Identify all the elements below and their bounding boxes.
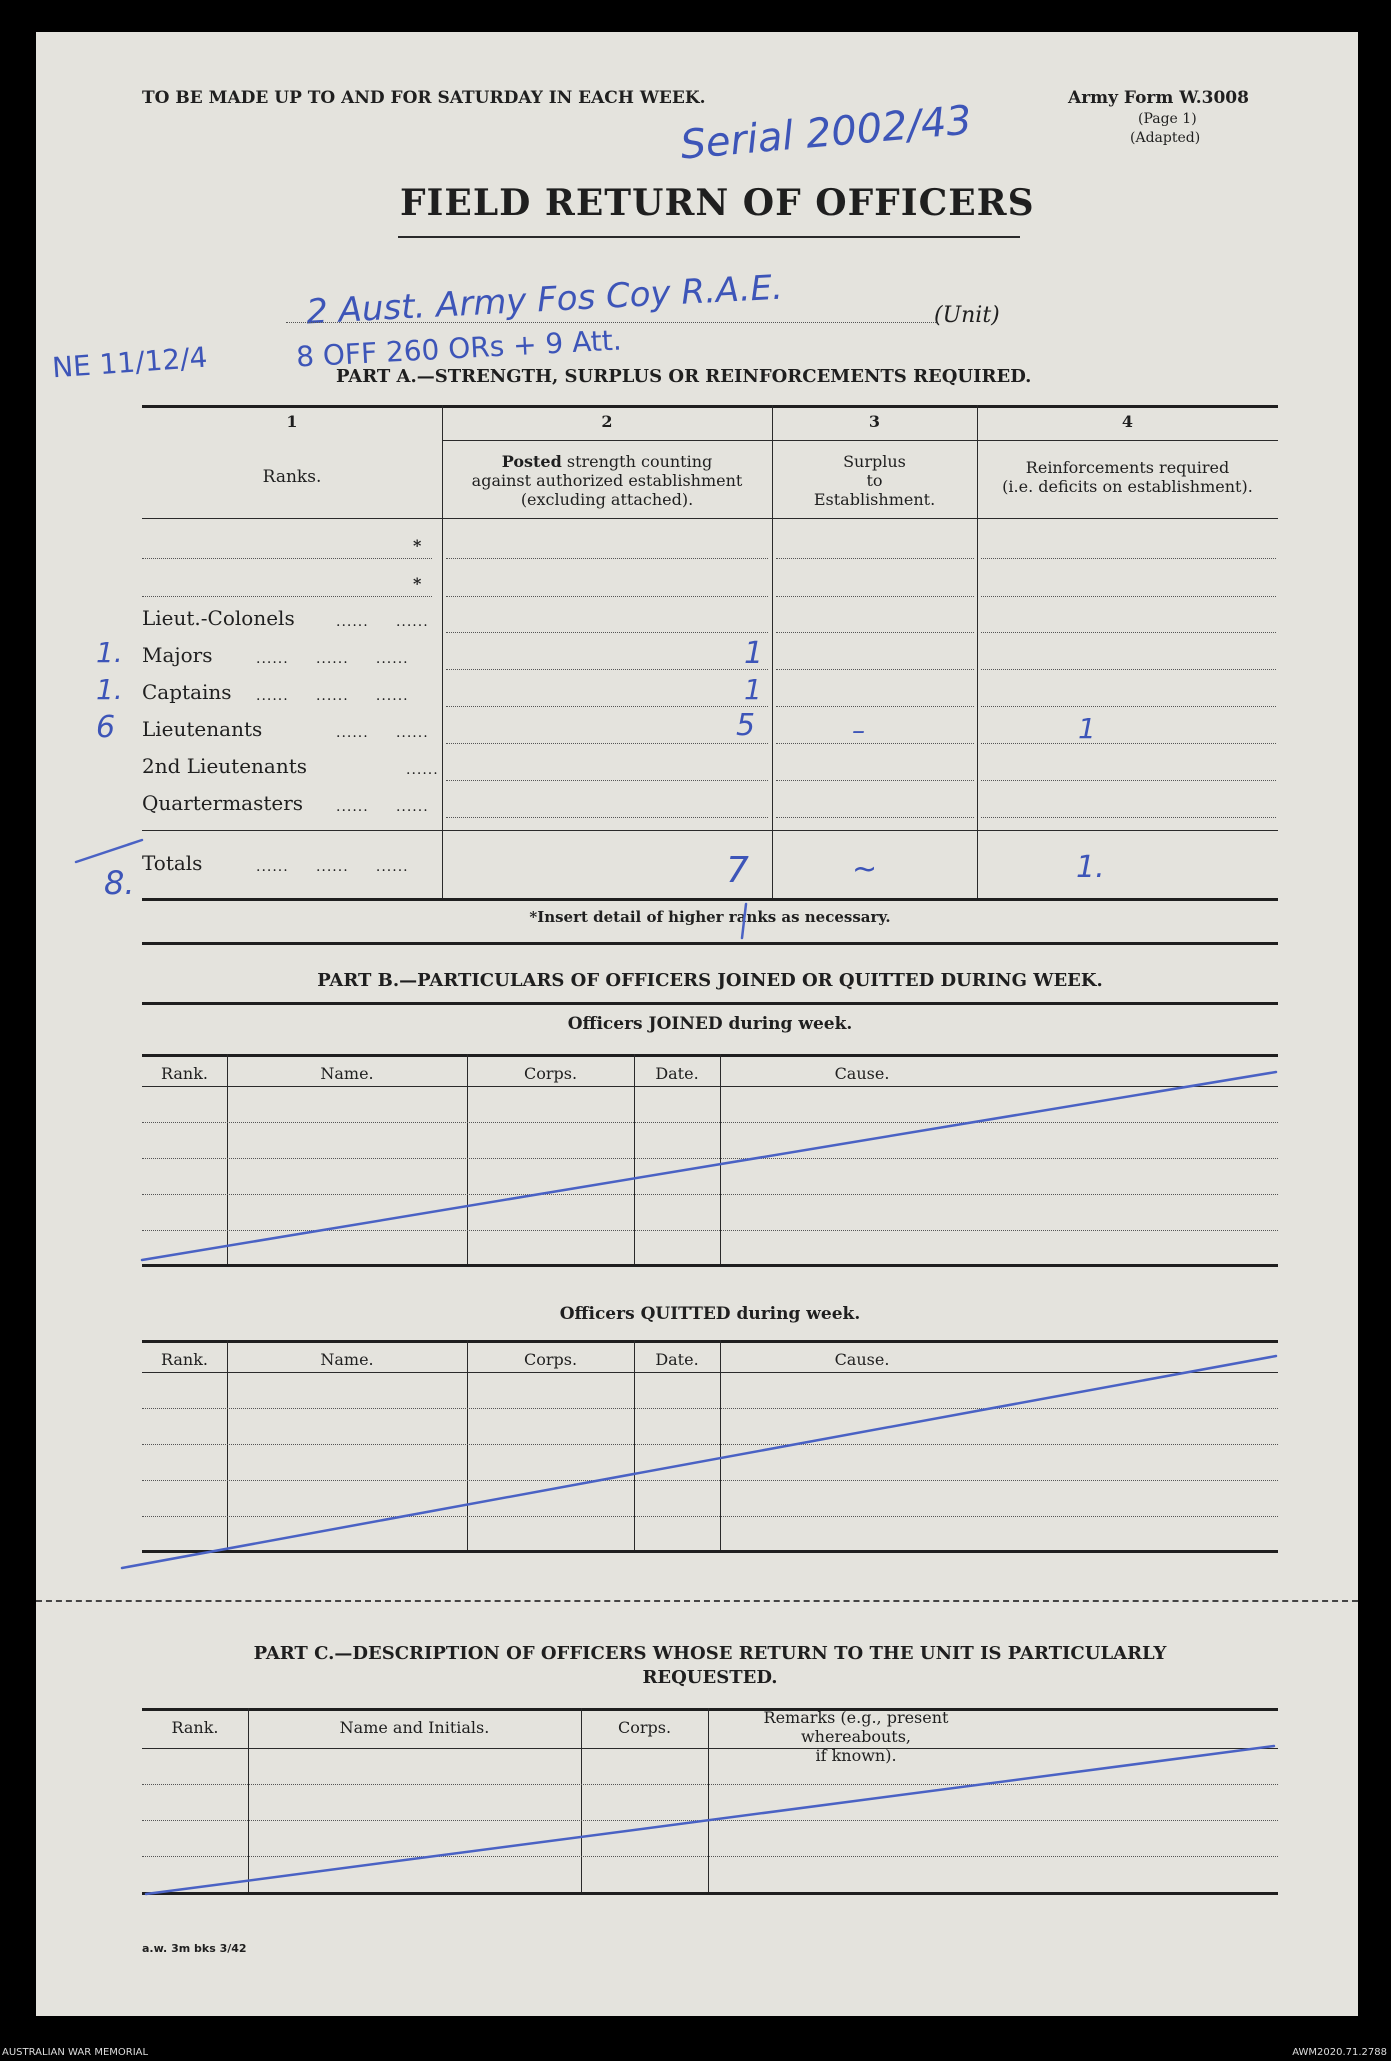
rank-majors: Majors	[142, 643, 213, 667]
header-reinf-line2: (i.e. deficits on establishment).	[1002, 477, 1253, 496]
header-posted-line2: against authorized establishment	[471, 471, 743, 490]
leader-dots-1: ...... ......	[336, 614, 429, 630]
quitted-col-corps: Corps.	[523, 1350, 578, 1369]
serial-handwritten: Serial 2002/43	[678, 97, 974, 169]
leader-dots-6: ...... ......	[336, 799, 429, 815]
asterisk-2: *	[413, 574, 422, 593]
header-posted-line3: (excluding attached).	[520, 490, 694, 509]
archive-credit: AUSTRALIAN WAR MEMORIAL	[2, 2047, 149, 2058]
reinf-lieutenants: 1	[1078, 712, 1096, 745]
rank-quartermasters: Quartermasters	[142, 791, 304, 815]
part-c-col-corps: Corps.	[617, 1718, 672, 1737]
joined-title: Officers JOINED during week.	[567, 1014, 853, 1034]
col-number-1: 1	[286, 412, 298, 431]
col-number-4: 4	[1121, 412, 1134, 431]
surplus-lieutenants: –	[852, 716, 865, 746]
leader-dots-3: ...... ...... ......	[256, 688, 409, 704]
quitted-col-name: Name.	[320, 1350, 374, 1369]
printer-note: a.w. 3m bks 3/42	[142, 1942, 247, 1955]
leader-dots-4: ...... ......	[336, 725, 429, 741]
ink-strokes	[36, 32, 1358, 2016]
joined-col-cause: Cause.	[834, 1064, 890, 1083]
quitted-cancel-stroke	[122, 1356, 1276, 1568]
joined-col-rank: Rank.	[160, 1064, 209, 1083]
margin-captains: 1.	[96, 673, 123, 706]
rank-lieut-colonels: Lieut.-Colonels	[142, 606, 295, 630]
posted-lieutenants: 5	[736, 708, 756, 743]
rank-lieutenants: Lieutenants	[142, 717, 263, 741]
joined-cancel-stroke	[142, 1072, 1276, 1260]
header-reinf-line1: Reinforcements required	[1025, 458, 1230, 477]
posted-totals-tail-stroke	[742, 904, 746, 938]
page-title: FIELD RETURN OF OFFICERS	[400, 182, 1035, 224]
header-posted-bold: Posted	[501, 452, 562, 471]
archive-id: AWM2020.71.2788	[1292, 2047, 1387, 2058]
header-instruction: TO BE MADE UP TO AND FOR SATURDAY IN EACH WEEK.	[142, 88, 706, 108]
header-ranks: Ranks.	[262, 467, 322, 487]
col-number-3: 3	[868, 412, 881, 431]
part-a-title: PART A.—STRENGTH, SURPLUS OR REINFORCEMENTS REQUIRED.	[336, 366, 1032, 387]
asterisk-1: *	[413, 536, 422, 555]
strength-note: 8 OFF 260 ORs + 9 Att.	[295, 323, 623, 374]
form-page: (Page 1)	[1138, 111, 1197, 127]
header-surplus-line2: to	[866, 471, 883, 490]
unit-handwritten: 2 Aust. Army Fos Coy R.A.E.	[305, 267, 784, 333]
reinf-totals: 1.	[1076, 850, 1105, 885]
col-number-2: 2	[601, 412, 613, 431]
margin-note: NE 11/12/4	[51, 340, 209, 385]
totals-leader-dots: ...... ...... ......	[256, 859, 409, 875]
margin-lieutenants: 6	[96, 710, 116, 745]
posted-captains: 1	[744, 673, 762, 706]
quitted-col-cause: Cause.	[834, 1350, 890, 1369]
joined-col-corps: Corps.	[523, 1064, 578, 1083]
part-c-col-rank: Rank.	[171, 1718, 219, 1737]
posted-totals: 7	[726, 850, 749, 891]
header-posted-rest: strength counting	[561, 452, 713, 471]
unit-label: (Unit)	[934, 303, 1000, 328]
part-a-footnote: *Insert detail of higher ranks as necessary.	[529, 908, 891, 926]
part-c-cancel-stroke	[146, 1746, 1274, 1894]
header-surplus-line1: Surplus	[843, 452, 906, 471]
leader-dots-2: ...... ...... ......	[256, 651, 409, 667]
joined-col-name: Name.	[320, 1064, 374, 1083]
part-c-remarks-line2: if known).	[815, 1746, 897, 1765]
rank-captains: Captains	[142, 680, 232, 704]
posted-majors: 1	[744, 636, 764, 671]
form-adapted: (Adapted)	[1130, 130, 1201, 146]
margin-majors: 1.	[96, 636, 123, 669]
joined-col-date: Date.	[655, 1064, 699, 1083]
leader-dots-5: ......	[406, 762, 439, 778]
quitted-title: Officers QUITTED during week.	[559, 1304, 861, 1324]
part-c-title-line1: PART C.—DESCRIPTION OF OFFICERS WHOSE RETURN TO THE UNIT IS PARTICULARLY	[253, 1643, 1167, 1664]
totals-label: Totals	[142, 851, 203, 875]
part-c-title-line2: REQUESTED.	[642, 1667, 778, 1688]
part-b-title: PART B.—PARTICULARS OF OFFICERS JOINED OR QUITTED DURING WEEK.	[317, 970, 1103, 991]
quitted-col-rank: Rank.	[160, 1350, 209, 1369]
form-number: Army Form W.3008	[1068, 88, 1249, 108]
part-c-col-name: Name and Initials.	[339, 1718, 490, 1737]
form-sheet	[36, 32, 1358, 2016]
margin-totals: 8.	[104, 864, 135, 902]
header-surplus-line3: Establishment.	[813, 490, 936, 509]
quitted-col-date: Date.	[655, 1350, 699, 1369]
rank-2nd-lieutenants: 2nd Lieutenants	[142, 754, 308, 778]
surplus-totals: ~	[852, 852, 878, 887]
totals-tick-stroke	[76, 840, 142, 862]
part-c-remarks-line1: Remarks (e.g., present whereabouts,	[763, 1708, 949, 1746]
